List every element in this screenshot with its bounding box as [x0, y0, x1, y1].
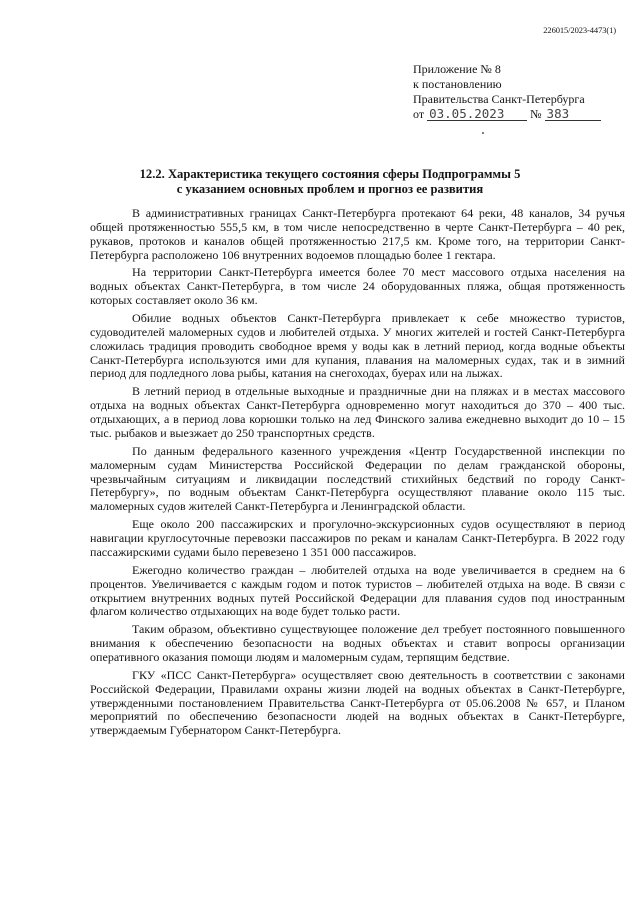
paragraph: На территории Санкт-Петербурга имеется более 70 мест массового отдыха населения на водных объектах Санкт-Петербурга, в том числе 24 оборудованных пляжа, общая протяженность которых составляет около 36 км. — [90, 265, 625, 308]
paragraph: В административных границах Санкт-Петербурга протекают 64 реки, 48 каналов, 34 ручья общей протяженностью 555,5 км, в том числе непосредственно в черте Санкт-Петербурга – 40 рек, рукавов, протоков и каналов общей протяженностью 217,5 км. Кроме того, на территории Санкт-Петербурга расположено 106 внутренних водоемов площадью более 1 гектара. — [90, 206, 625, 262]
scan-speck — [482, 132, 484, 134]
paragraph: Обилие водных объектов Санкт-Петербурга привлекает к себе множество туристов, судоводителей маломерных судов и любителей отдыха. У многих жителей и гостей Санкт-Петербурга сложилась традиция проводить свободное время у воды как в летний период, когда водные объекты Санкт-Петербурга используются ими для купания, плавания на маломерных судах, так и в зимний период для подледного лова рыбы, катания на снегоходах, буерах или на лыжах. — [90, 311, 625, 381]
section-title — [60, 167, 600, 196]
paragraph: Таким образом, объективно существующее положение дел требует постоянного повышенного внимания к обеспечению безопасности на водных объектах и ставит вопросы организации оперативного оказания помощи людям и маломерным судам, терпящим бедствие. — [90, 622, 625, 664]
paragraph: ГКУ «ПСС Санкт-Петербурга» осуществляет свою деятельность в соответствии с законами Российской Федерации, Правилами охраны жизни людей на водных объектах в Санкт-Петербурге, утвержденными постановлением Правительства Санкт-Петербурга от 05.06.2008 № 657, и Планом мероприятий по обеспечению безопасности людей на водных объектах в Санкт-Петербурге, утверждаемым Губернатором Санкт-Петербурга. — [90, 667, 625, 738]
paragraph: Еще около 200 пассажирских и прогулочно-экскурсионных судов осуществляют в период навигации круглосуточные перевозки пассажиров по рекам и каналам Санкт-Петербурга. В 2022 году пассажирскими судами было перевезено 1 351 000 пассажиров. — [90, 517, 625, 559]
appendix-date-line — [413, 107, 623, 122]
document-registration-number: 226015/2023-4473(1) — [543, 25, 616, 35]
appendix-header — [413, 62, 623, 122]
section-title-line-1: 12.2. Характеристика текущего состояния сферы Подпрограммы 5 — [139, 167, 521, 181]
paragraph: По данным федерального казенного учреждения «Центр Государственной инспекции по маломерным судам Министерства Российской Федерации по делам гражданской обороны, чрезвычайным ситуациям и ликвидации последствий стихийных бедствий по городу Санкт-Петербургу», по водным объектам Санкт-Петербурга осуществляют плавание около 115 тыс. маломерных судов жителей Санкт-Петербурга и Ленинградской области. — [90, 443, 625, 514]
handwritten-number: 383 — [545, 108, 601, 121]
handwritten-date: 03.05.2023 — [427, 108, 527, 121]
section-title-line-2: с указанием основных проблем и прогноз ее развития — [176, 181, 484, 196]
appendix-government-label: Правительства Санкт-Петербурга — [413, 92, 585, 106]
paragraph: Ежегодно количество граждан – любителей отдыха на воде увеличивается в среднем на 6 процентов. Увеличивается с каждым годом и поток туристов – любителей отдыха на воде. В связи с открытием внутренних водных путей Российской Федерации для плавания судов под иностранным флагом количество отдыхающих на воде будет только расти. — [90, 562, 625, 619]
number-prefix: № — [530, 107, 542, 121]
appendix-resolution-label: к постановлению — [413, 77, 502, 91]
paragraph: В летний период в отдельные выходные и праздничные дни на пляжах и в местах массового отдыха на водных объектах Санкт-Петербурга одновременно могут находиться до 370 – 400 тыс. отдыхающих, а в период лова корюшки только на лед Финского залива ежедневно выходит до 10 – 15 тыс. рыбаков и выезжает до 250 транспортных средств. — [90, 384, 625, 440]
date-prefix: от — [413, 107, 425, 121]
appendix-label: Приложение № 8 — [413, 62, 501, 76]
document-body — [90, 207, 625, 742]
